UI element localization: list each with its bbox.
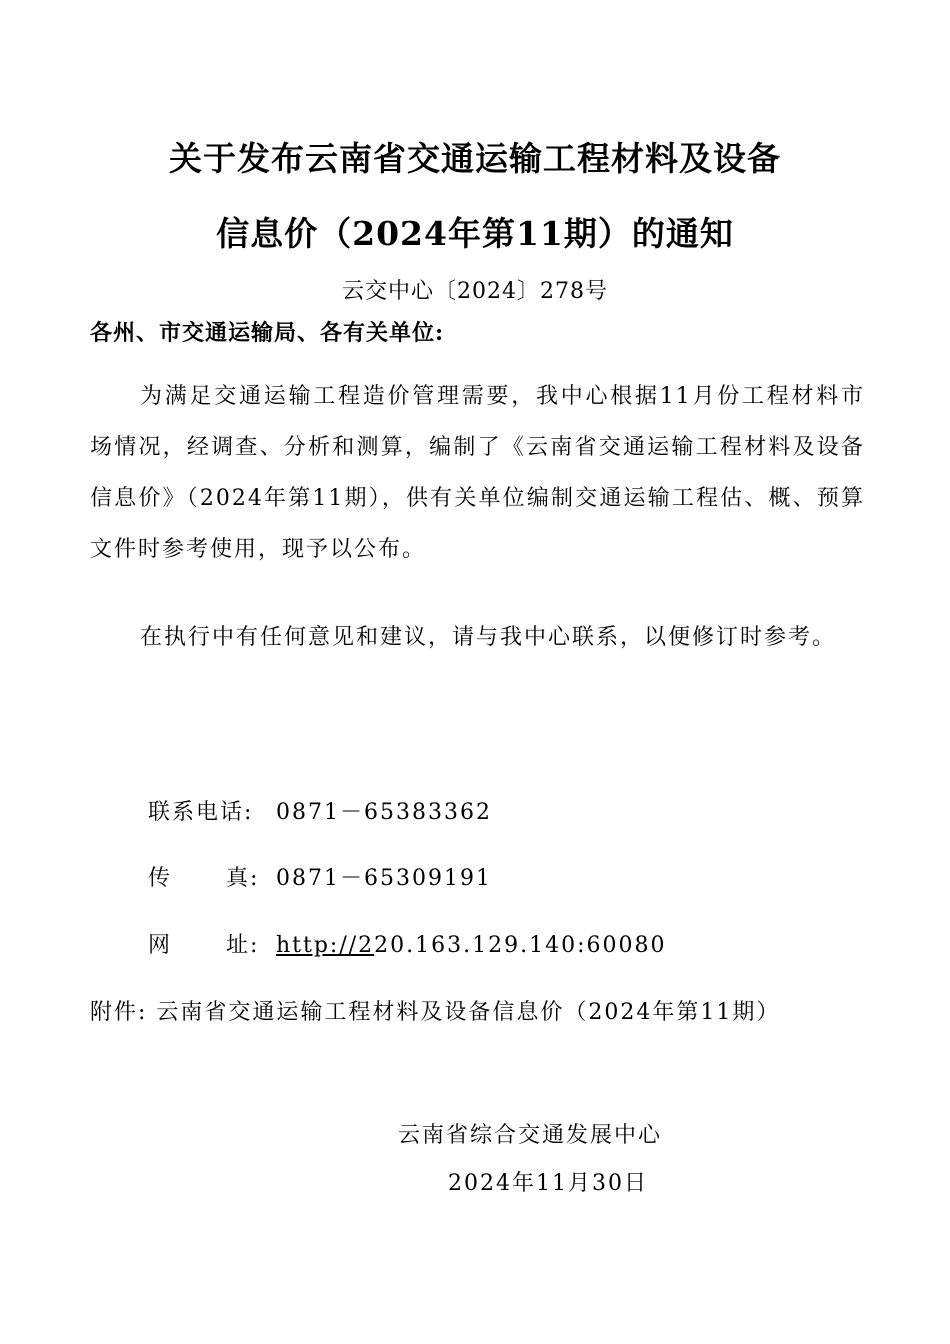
phone-label: 联系电话:	[148, 800, 254, 825]
contact-phone	[148, 795, 492, 826]
issue-date: 2024年11月30日	[448, 1171, 648, 1196]
website-link[interactable]: http://2	[276, 933, 375, 958]
document-number: 云交中心〔2024〕278号	[342, 279, 608, 304]
paragraph-feedback: 在执行中有任何意见和建议，请与我中心联系，以便修订时参考。	[140, 625, 837, 650]
fax-label-part-1: 传	[148, 866, 173, 891]
contact-website	[148, 928, 667, 959]
website-label	[148, 928, 276, 959]
fax-label-part-2: 真:	[226, 866, 260, 891]
website-label-part-2: 址:	[226, 933, 260, 958]
website-label-part-1: 网	[148, 933, 173, 958]
phone-value: 0871－65383362	[276, 800, 492, 825]
document-title-line-1: 关于发布云南省交通运输工程材料及设备	[169, 139, 781, 178]
website-address-rest: 20.163.129.140:60080	[374, 933, 667, 958]
addressee: 各州、市交通运输局、各有关单位:	[90, 320, 445, 346]
fax-label	[148, 861, 276, 892]
fax-value: 0871－65309191	[276, 866, 492, 891]
document-title-line-2: 信息价（2024年第11期）的通知	[216, 214, 734, 253]
paragraph-main: 为满足交通运输工程造价管理需要，我中心根据11月份工程材料市场情况，经调查、分析和测算，编制了《云南省交通运输工程材料及设备信息价》（2024年第11期），供有关单位编制交通运输工程估、概、预算文件时参考使用，现予以公布。	[90, 384, 865, 562]
issuer-name: 云南省综合交通发展中心	[398, 1123, 663, 1148]
attachment-line: 附件: 云南省交通运输工程材料及设备信息价（2024年第11期）	[90, 1000, 781, 1025]
contact-fax	[148, 861, 492, 892]
